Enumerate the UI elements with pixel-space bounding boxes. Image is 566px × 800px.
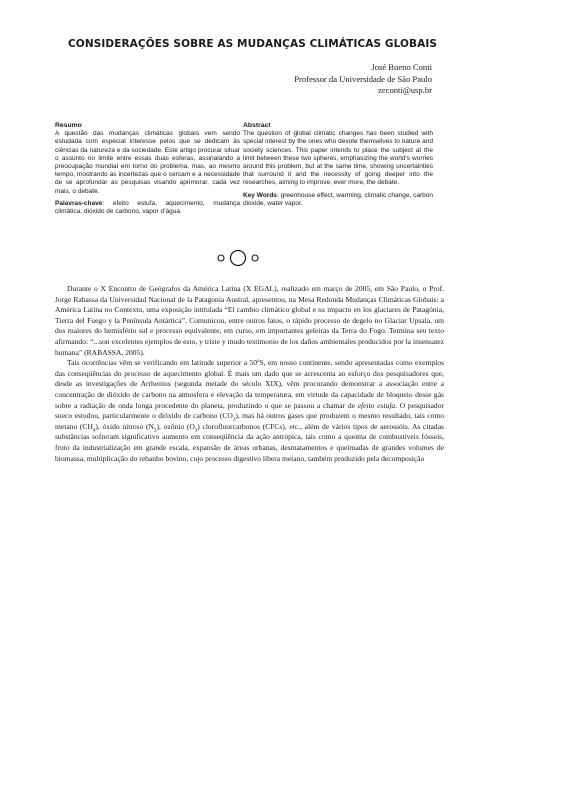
p2-part-f: ) clorofluorcarbonos (CFCs), etc., além de vários tipos de aerossóis. As citadas substâncias sofreram significativo aumento em conseqüência da ação antrópica, tais como a queima de combustíveis fósseis, fruto da industrialização em grande escala, expansão de áreas urbanas, desmatamentos e queimadas de grandes volumes de biomassa, multiplicação do rebanho bovino, cujo processo digestivo libera metano, também produzido pela decomposição (55, 421, 444, 463)
ornament-small-right-circle (252, 255, 258, 261)
p2-part-b: . O pesquisador sueco estudou, particularmente o dióxido de carbono (CO (55, 400, 444, 421)
co2-subscript: 2 (232, 417, 236, 423)
author-block (294, 62, 432, 97)
resumo-keywords-label: Palavras-chave (55, 199, 103, 207)
body-paragraph-1: Durante o X Encontro de Geógrafos da América Latina (X EGAL), realizado em março de 2005, em São Paulo, o Prof. Jorge Rabassa da Universidad Nacional de la Patagonia Austral, apresentou, na Mesa Redonda Mudanças Climáticas Globais: a América Latina no Contexto, uma exposição intitulada “El cambio climático global e su impacto en los glaciares de Patagónia, Tierra del Fuego y la Península Antártica”. Comunicou, entre outros fatos, o rápido processo de degelo no Glaciar Upsala, um dos maiores do hemisfério sul e processo equivalente, em curso, em importantes geleiras da Terra do Fogo. Termina seu texto afirmando: “...son excelentes ejemplos de esto, y triste y mudo testimonio de los daños ambientales producidos por la insensatez humana” (RABASSA, 2005). (55, 284, 444, 357)
ornament-small-left-circle (218, 255, 224, 261)
resumo-section (55, 122, 240, 216)
p2-part-d: ), óxido nitroso (N (95, 421, 154, 431)
o3-subscript: 3 (194, 428, 198, 434)
abstract-keywords (243, 192, 433, 208)
article-body (55, 284, 444, 464)
author-name: José Bueno Conti (371, 62, 432, 72)
abstract-section (243, 122, 433, 208)
p2-part-e: ), ozônio (O (156, 421, 195, 431)
resumo-text: A questão das mudanças climáticas globais vem sendo estudada com especial interesse pelos que se dedicam às ciências da natureza e da sociedade. Este artigo procurar situar o assunto no limite entre essas duas esferas, assinalando a preocupação mundial em torno do problema, mas, ao mesmo tempo, mostrando as incertezas que o cercam e a necessidade de se aprofundar as pesquisas visando aprimorar, cada vez mais, o debate. (55, 130, 240, 195)
abstract-keywords-list: : greenhouse effect, warming, climatic change, carbon dioxide, water vapor. (243, 191, 433, 207)
abstract-keywords-label: Key Words (243, 191, 277, 199)
resumo-keywords (55, 200, 240, 216)
author-affiliation: Professor da Universidade de São Paulo (294, 73, 432, 84)
abstract-heading: Abstract (243, 122, 271, 129)
p2-efeito-estufa: efeito estufa (357, 400, 396, 410)
author-email: zeconti@usp.br (378, 85, 432, 95)
abstract-text: The question of global climatic changes has been studied with special interest by the ones who devote themselves to nature and society sciences. This paper intends to place the subject at the limit between these two spheres, emphasizing the world’s worries around this problem, but at the same time, showing uncertainties that surround it and the necessity of going deeper into the researches, aiming to improve, ever more, the debate. (243, 130, 433, 187)
section-divider-ornament (217, 248, 259, 268)
p2-part-c: ), mas há outros gases que produzem o mesmo resultado, tais como metano (CH (55, 411, 445, 431)
ch4-subscript: 4 (92, 428, 96, 434)
resumo-heading: Resumo (55, 122, 82, 129)
n2-subscript: 2 (154, 428, 157, 434)
body-paragraph-2 (55, 358, 444, 464)
resumo-keywords-list: : efeito estufa, aquecimento, mudança climática, dióxido de carbono, vapor d’água. (55, 199, 240, 216)
article-title: CONSIDERAÇÕES SOBRE AS MUDANÇAS CLIMÁTICAS GLOBAIS (68, 38, 438, 50)
p2-part-a: Tais ocorrências vêm se verificando em latitude superior a 50ºS, em nosso continente, sendo apresentadas como exemplos das conseqüências do processo de aquecimento global. É mais um dado que se acrescenta ao esforço dos pesquisadores que, desde as investigações de Arrhenius (segunda metade do século XIX), vêm procurando demonstrar a associação entre a concentração de dióxido de carbono na atmosfera e elevação da temperatura, em virtude da capacidade de bloqueio desse gás sobre a radiação de onda longa procedente do planeta, produzindo o que se passou a chamar de (55, 358, 444, 410)
ornament-large-circle (231, 251, 246, 266)
